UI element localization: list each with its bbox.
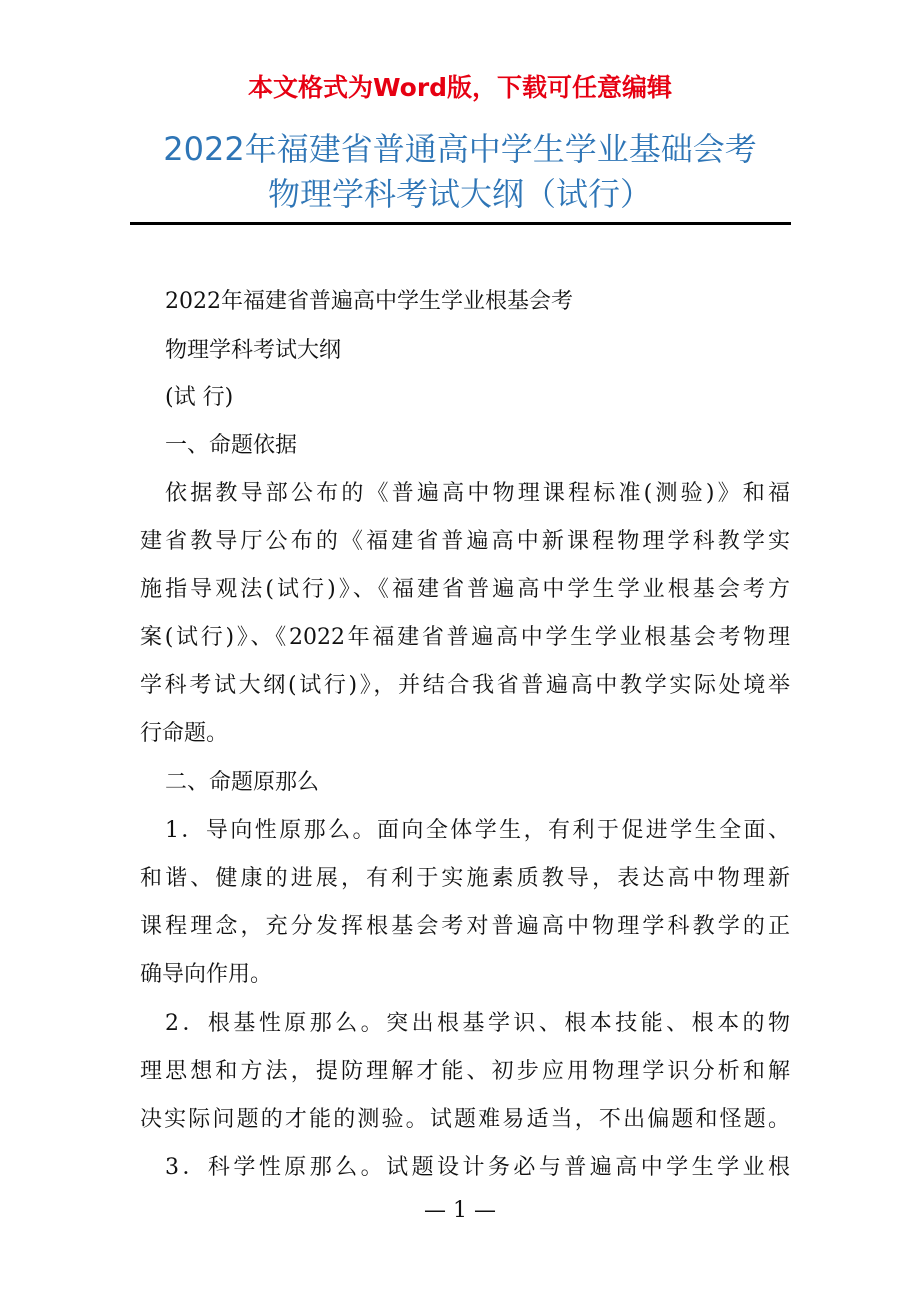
body-text-line: 3．科学性原那么。试题设计务必与普遍高中学生学业根: [165, 1155, 790, 1180]
body-text-line: 学科考试大纲(试行)》，并结合我省普遍高中教学实际处境举: [140, 673, 790, 698]
body-text-line: 案(试行)》、《2022年福建省普遍高中学生学业根基会考物理: [140, 625, 790, 650]
body-text-line: 一、命题依据: [165, 433, 298, 458]
body-text-line: 2．根基性原那么。突出根基学识、根本技能、根本的物: [165, 1011, 790, 1036]
body-text-line: 1．导向性原那么。面向全体学生，有利于促进学生全面、: [165, 818, 790, 843]
document-title-line-2: 物理学科考试大纲（试行）: [267, 175, 652, 213]
body-text-line: 物理学科考试大纲: [165, 338, 342, 363]
body-text-line: 课程理念，充分发挥根基会考对普遍高中物理学科教学的正: [140, 914, 790, 939]
body-text-line: 确导向作用。: [140, 962, 273, 987]
body-text-line: 二、命题原那么: [165, 770, 320, 795]
body-text-line: 和谐、健康的进展，有利于实施素质教导，表达高中物理新: [140, 866, 790, 891]
body-text-line: 行命题。: [140, 721, 229, 746]
body-text-line: 2022年福建省普遍高中学生学业根基会考: [165, 289, 573, 314]
body-text-line: 理思想和方法，提防理解才能、初步应用物理学识分析和解: [140, 1059, 790, 1084]
title-divider: [130, 222, 791, 225]
download-banner: 本文格式为Word版，下载可任意编辑: [247, 73, 673, 102]
body-text-line: 建省教导厅公布的《福建省普遍高中新课程物理学科教学实: [140, 529, 790, 554]
page-number: — 1 —: [424, 1198, 496, 1223]
document-title-line-1: 2022年福建省普通高中学生学业基础会考: [163, 130, 757, 168]
body-text-line: 施指导观法(试行)》、《福建省普遍高中学生学业根基会考方: [140, 577, 790, 602]
body-text-line: 决实际问题的才能的测验。试题难易适当，不出偏题和怪题。: [140, 1107, 790, 1132]
body-text-line: (试 行): [165, 385, 234, 410]
body-text-line: 依据教导部公布的《普遍高中物理课程标准(测验)》和福: [165, 481, 790, 506]
